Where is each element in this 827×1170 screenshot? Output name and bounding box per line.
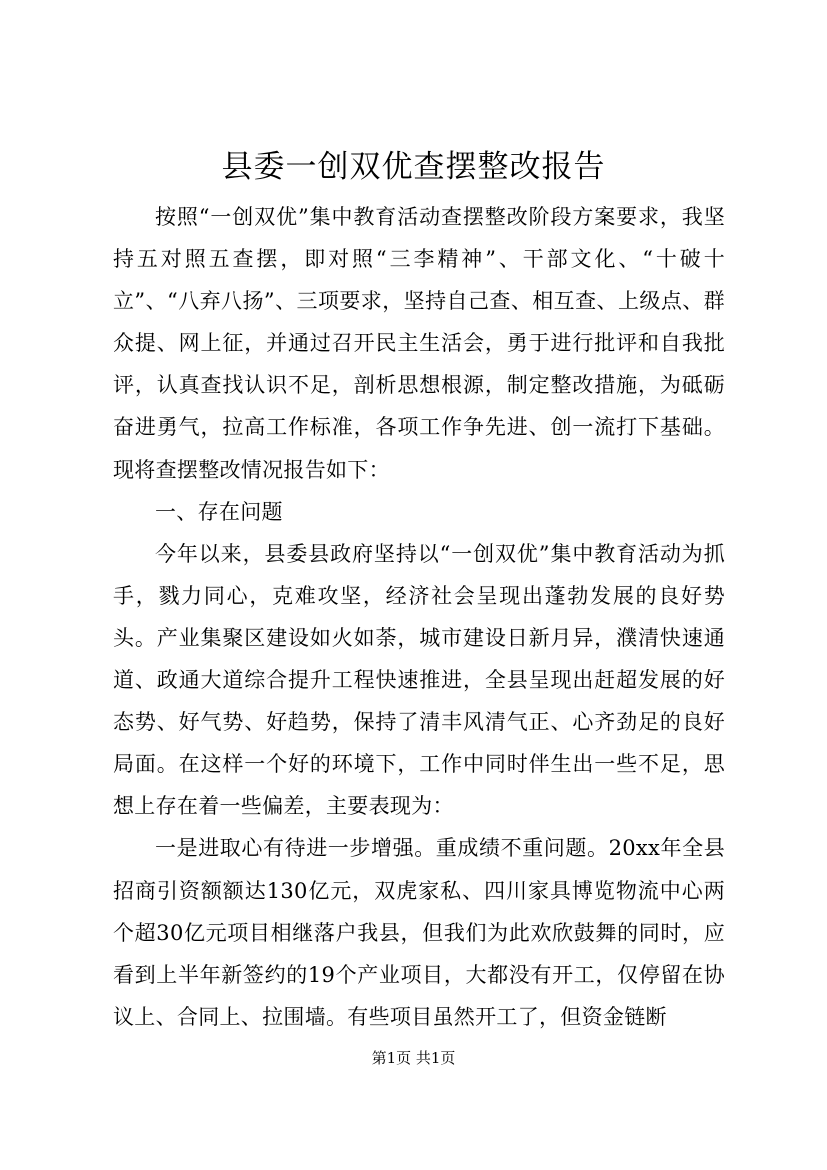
page-footer: 第1页 共1页 xyxy=(371,1049,456,1067)
section-heading-problems: 一、存在问题 xyxy=(155,499,283,524)
document-body xyxy=(113,196,725,1038)
document-title: 县委一创双优查摆整改报告 xyxy=(221,149,606,185)
paragraph-intro: 按照“一创双优”集中教育活动查摆整改阶段方案要求，我坚持五对照五查摆，即对照“三李精神”、干部文化、“十破十立”、“八弃八扬”、三项要求，坚持自己查、相互查、上级点、群众提、网上征，并通过召开民主生活会，勇于进行批评和自我批评，认真查找认识不足，剖析思想根源，制定整改措施，为砥砺奋进勇气，拉高工作标准，各项工作争先进、创一流打下基础。现将查摆整改情况报告如下： xyxy=(113,205,725,482)
paragraph-overview: 今年以来，县委县政府坚持以“一创双优”集中教育活动为抓手，戮力同心，克难攻坚，经济社会呈现出蓬勃发展的良好势头。产业集聚区建设如火如荼，城市建设日新月异，濮清快速通道、政通大道综合提升工程快速推进，全县呈现出赶超发展的好态势、好气势、好趋势，保持了清丰风清气正、心齐劲足的良好局面。在这样一个好的环境下，工作中同时伴生出一些不足，思想上存在着一些偏差，主要表现为： xyxy=(113,541,725,819)
paragraph-point-one: 一是进取心有待进一步增强。重成绩不重问题。20xx年全县招商引资额额达130亿元，双虎家私、四川家具博览物流中心两个超30亿元项目相继落户我县，但我们为此欢欣鼓舞的同时，应看到上半年新签约的19个产业项目，大都没有开工，仅停留在协议上、合同上、拉围墙。有些项目虽然开工了，但资金链断 xyxy=(113,836,725,1029)
